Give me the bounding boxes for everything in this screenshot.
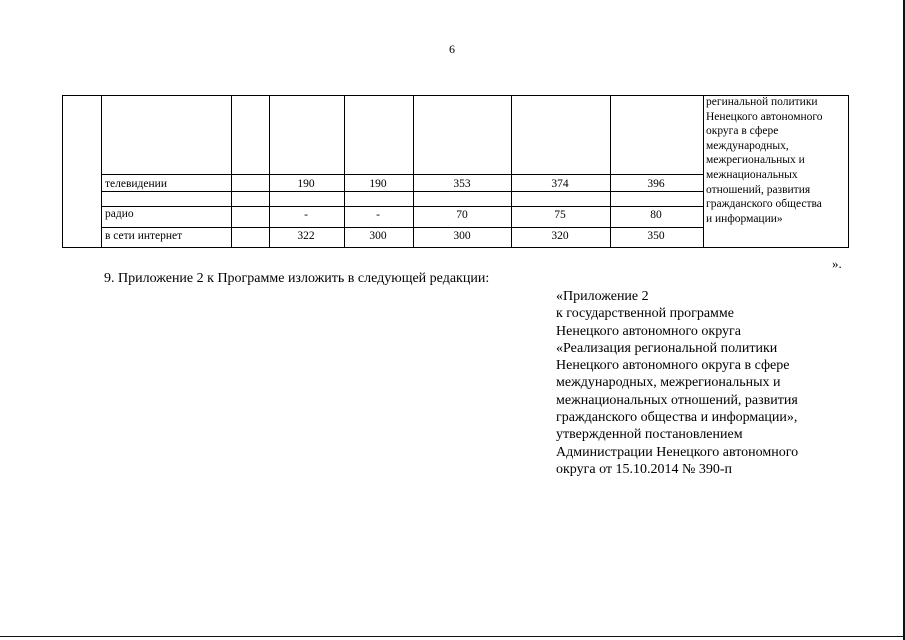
cell-text-line: международных,: [706, 139, 789, 152]
appendix-line: Администрации Ненецкого автономного: [556, 444, 799, 460]
appendix-line: к государственной программе: [556, 306, 734, 322]
appendix-line: округа от 15.10.2014 № 390-п: [556, 461, 733, 477]
merged-program-cell: [706, 95, 846, 226]
table-line: [511, 95, 512, 248]
appendix-line: гражданского общества и информации»,: [556, 410, 798, 426]
page-number: 6: [449, 42, 455, 56]
row-label: в сети интернет: [105, 230, 183, 242]
table-line: [231, 95, 232, 248]
appendix-line: Ненецкого автономного округа: [556, 323, 741, 339]
table-line: [101, 174, 703, 175]
table-line: [269, 95, 270, 248]
appendix-line: международных, межрегиональных и: [556, 375, 781, 391]
appendix-header: [556, 288, 856, 478]
table-line: [610, 95, 611, 248]
cell-text-line: регинальной политики: [706, 96, 818, 108]
cell-text-line: отношений, развития: [706, 183, 811, 196]
table-line: [101, 206, 703, 207]
cell-text-line: Ненецкого автономного: [706, 110, 823, 123]
table-line: [101, 227, 703, 228]
table-line: [344, 95, 345, 248]
appendix-line: «Приложение 2: [556, 289, 649, 304]
cell-text-line: межрегиональных и: [706, 154, 805, 167]
appendix-line: утвержденной постановлением: [556, 427, 743, 443]
cell-text-line: и информации»: [706, 212, 783, 225]
appendix-line: Ненецкого автономного округа в сфере: [556, 358, 790, 374]
appendix-line: «Реализация региональной политики: [556, 340, 778, 356]
cell-text-line: межнациональных: [706, 168, 798, 181]
table-border-right: [848, 95, 849, 248]
cell-text-line: гражданского общества: [706, 198, 822, 211]
table-border-bottom: [62, 247, 849, 248]
scan-edge-bottom: [0, 636, 905, 637]
item-9-paragraph: 9. Приложение 2 к Программе изложить в следующей редакции:: [104, 271, 490, 286]
row-label: радио: [105, 208, 134, 220]
table-line: [703, 95, 704, 248]
cell-text-line: округа в сфере: [706, 125, 779, 138]
table-line: [413, 95, 414, 248]
table-border-left: [62, 95, 63, 248]
table-line: [101, 95, 102, 248]
closing-quote: ».: [832, 256, 842, 271]
appendix-line: межнациональных отношений, развития: [556, 392, 798, 408]
table-line: [101, 191, 703, 192]
row-label: телевидении: [105, 178, 167, 190]
